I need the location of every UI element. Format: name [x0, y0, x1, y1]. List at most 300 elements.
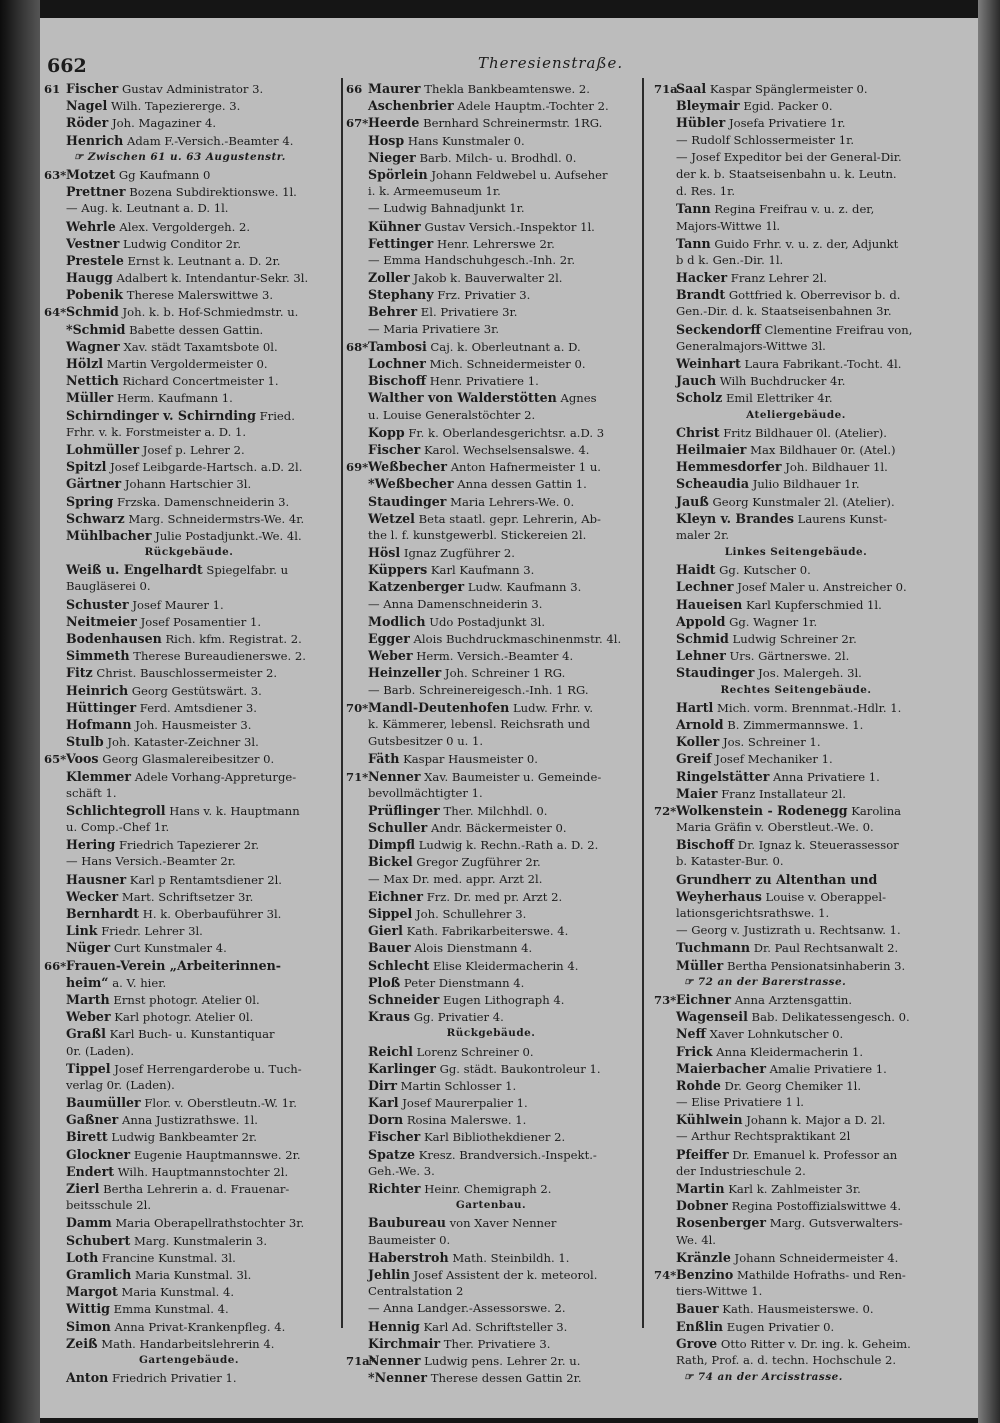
directory-entry [44, 888, 334, 905]
directory-entry [44, 1318, 334, 1335]
resident-name: Scheaudia [676, 476, 749, 492]
resident-name: Wagenseil [676, 1009, 748, 1025]
entry-details: Marg. Kunstmalerin 3. [134, 1233, 268, 1248]
entry-details: Mich. vorm. Brennmat.-Hdlr. 1. [716, 700, 902, 715]
entry-details: verlag 0r. (Laden). [66, 1077, 175, 1092]
entry-details: — Arthur Rechtspraktikant 2l [676, 1129, 851, 1144]
house-number: 63* [44, 167, 67, 182]
resident-name: Tuchmann [676, 940, 750, 956]
directory-entry [654, 1352, 938, 1369]
resident-name: Frick [676, 1043, 713, 1059]
entry-details: Clementine Freifrau von, [764, 322, 913, 337]
entry-details: Frzska. Damenschneiderin 3. [116, 494, 290, 509]
resident-name: Schmid [676, 631, 729, 646]
entry-details: — Max Dr. med. appr. Arzt 2l. [368, 871, 543, 886]
resident-name: Henrich [66, 132, 124, 148]
resident-name: Heinzeller [368, 665, 442, 681]
resident-name: Zoller [368, 270, 410, 286]
directory-entry [654, 269, 938, 286]
entry-details: Curt Kunstmaler 4. [113, 941, 227, 956]
resident-name: Schubert [66, 1232, 131, 1248]
directory-entry [346, 836, 636, 853]
resident-name: Saal [676, 81, 707, 96]
directory-entry [654, 114, 938, 131]
entry-details: Josef Posamentier 1. [140, 614, 262, 629]
resident-name: Haidt [676, 562, 716, 578]
resident-name: Damm [66, 1215, 112, 1231]
resident-name: Birett [66, 1129, 108, 1145]
entry-details: Ludw. Kaufmann 3. [467, 580, 582, 595]
entry-details: Guido Frhr. v. u. z. der, Adjunkt [714, 236, 899, 251]
resident-name: Kühner [368, 218, 421, 234]
directory-entry [44, 1197, 334, 1214]
entry-details: Geh.-We. 3. [368, 1163, 435, 1178]
directory-entry [654, 338, 938, 355]
directory-entry [654, 1060, 938, 1077]
directory-entry [44, 768, 334, 785]
entry-details: Ernst photogr. Atelier 0l. [113, 992, 260, 1007]
directory-entry [654, 699, 938, 716]
directory-entry [44, 321, 334, 338]
entry-details: Adele Hauptm.-Tochter 2. [457, 99, 609, 114]
entry-details: Josef Mechaniker 1. [715, 752, 833, 767]
entry-details: Ludw. Frhr. v. [512, 700, 594, 715]
entry-details: Adalbert k. Intendantur-Sekr. 3l. [116, 271, 309, 286]
resident-name: Weyherhaus [676, 888, 762, 904]
resident-name: Bernhardt [66, 906, 140, 921]
resident-name: Lehner [676, 648, 726, 664]
directory-entry [44, 1300, 334, 1317]
resident-name: Dimpfl [368, 837, 415, 853]
directory-entry [346, 1077, 636, 1094]
entry-details: Dr. Ignaz k. Steuerassessor [737, 838, 899, 853]
entry-details: Lorenz Schreiner 0. [416, 1044, 534, 1059]
directory-entry [44, 269, 334, 286]
directory-entry [654, 80, 938, 97]
resident-name: Jauß [676, 493, 709, 509]
directory-entry [654, 372, 938, 389]
resident-name: Benzino [676, 1266, 734, 1282]
directory-entry [346, 269, 636, 286]
entry-details: Kath. Hausmeisterswe. 0. [722, 1302, 874, 1317]
directory-entry [346, 1008, 636, 1025]
resident-name: Egger [368, 631, 410, 646]
entry-details: Joh. Bildhauer 1l. [785, 460, 888, 475]
resident-name: Stephany [368, 287, 434, 303]
directory-entry [654, 905, 938, 922]
resident-name: Staudinger [676, 665, 755, 681]
entry-details: Barb. Milch- u. Brodhdl. 0. [419, 150, 577, 165]
resident-name: Mandl-Deutenhofen [368, 699, 510, 715]
entry-details: Adam F.-Versich.-Beamter 4. [127, 133, 294, 148]
entry-details: Anna Justizrathswe. 1l. [121, 1113, 258, 1128]
directory-entry [346, 1214, 636, 1231]
directory-entry [346, 716, 636, 733]
directory-entry [44, 785, 334, 802]
entry-details: Majors-Wittwe 1l. [676, 218, 781, 233]
resident-name: Nagel [66, 98, 108, 114]
directory-entry [44, 1335, 334, 1352]
directory-entry [654, 149, 938, 166]
entry-details: — Josef Expeditor bei der General-Dir. [676, 149, 902, 164]
directory-entry [44, 80, 334, 97]
directory-entry [654, 596, 938, 613]
directory-entry [654, 166, 938, 183]
entry-details: Karol. Wechselsensalswe. 4. [423, 442, 590, 457]
house-number: 73* [654, 992, 677, 1007]
directory-entry [346, 613, 636, 630]
directory-entry [346, 544, 636, 561]
directory-entry [654, 750, 938, 767]
entry-details: — Anna Damenschneiderin 3. [368, 596, 543, 611]
directory-entry [346, 1111, 636, 1128]
resident-name: Dorn [368, 1112, 404, 1128]
directory-entry [346, 991, 636, 1008]
resident-name: Müller [676, 957, 724, 973]
resident-name: Richter [368, 1181, 421, 1196]
resident-name: Nenner [368, 768, 421, 784]
section-heading: Linkes Seitengebäude. [724, 546, 868, 559]
resident-name: Ringelstätter [676, 768, 770, 784]
entry-details: Alois Buchdruckmaschinenmstr. 4l. [413, 632, 622, 646]
resident-name: Kirchmair [368, 1335, 441, 1351]
entry-details: der Industrieschule 2. [676, 1163, 806, 1178]
resident-name: Weinhart [676, 356, 741, 371]
resident-name: Katzenberger [368, 579, 465, 595]
entry-details: Joh. Schreiner 1 RG. [444, 666, 566, 681]
entry-details: Kresz. Brandversich.-Inspekt.- [418, 1147, 597, 1162]
directory-entry [346, 97, 636, 114]
directory-entry [44, 493, 334, 510]
entry-details: Joh. Kataster-Zeichner 3l. [107, 735, 259, 750]
resident-name: Schwarz [66, 510, 125, 526]
entry-details: We. 4l. [676, 1232, 716, 1247]
resident-name: Prettner [66, 184, 126, 200]
house-number: 72* [654, 803, 677, 818]
column-3 [654, 80, 938, 1384]
entry-details: Gg Kaufmann 0 [118, 167, 211, 182]
resident-name: *Weßbecher [368, 476, 454, 492]
entry-details: Karl Ad. Schriftsteller 3. [423, 1319, 568, 1334]
section-heading: Ateliergebäude. [746, 408, 846, 421]
entry-details: — Anna Landger.-Assessorswe. 2. [368, 1301, 566, 1316]
resident-name: Hölzl [66, 356, 104, 371]
entry-details: Therese Malerswittwe 3. [126, 288, 274, 303]
directory-entry [346, 80, 636, 97]
section-heading: Rückgebäude. [144, 546, 234, 559]
entry-details: Ludwig Schreiner 2r. [732, 632, 857, 646]
entry-details: Jos. Malergeh. 3l. [758, 666, 862, 681]
entry-details: Xav. Baumeister u. Gemeinde- [424, 769, 602, 784]
entry-details: Urs. Gärtnerswe. 2l. [729, 649, 850, 664]
resident-name: Baumüller [66, 1095, 141, 1111]
directory-entry [346, 183, 636, 200]
entry-details: Ernst k. Leutnant a. D. 2r. [127, 253, 281, 268]
entry-details: Ludwig Bankbeamter 2r. [111, 1130, 257, 1145]
directory-entry [654, 664, 938, 681]
entry-details: Adele Vorhang-Appreturge- [134, 769, 297, 784]
resident-name: Nüger [66, 940, 111, 956]
resident-name: Fäth [368, 751, 400, 767]
running-head: Theresienstraße. [478, 54, 624, 72]
entry-details: Julio Bildhauer 1r. [752, 477, 860, 492]
directory-entry [346, 493, 636, 510]
entry-details: Bernhard Schreinermstr. 1RG. [423, 116, 603, 131]
directory-entry [654, 321, 938, 338]
resident-name: Hennig [368, 1318, 420, 1334]
resident-name: Hösl [368, 545, 401, 561]
resident-name: Weber [368, 648, 413, 664]
resident-name: Tambosi [368, 338, 427, 354]
entry-details: Francine Kunstmal. 3l. [101, 1250, 236, 1265]
resident-name: Voos [66, 751, 99, 767]
entry-details: Karl photogr. Atelier 0l. [114, 1010, 254, 1025]
entry-details: Ferd. Amtsdiener 3. [139, 700, 257, 715]
entry-details: Josef Maurer 1. [132, 597, 224, 612]
entry-details: Eugen Privatier 0. [726, 1319, 835, 1334]
resident-name: Mühlbacher [66, 527, 152, 543]
directory-entry [654, 647, 938, 664]
entry-details: Math. Steinbildh. 1. [452, 1250, 570, 1265]
resident-name: Schneider [368, 991, 440, 1007]
entry-details: Baumeister 0. [368, 1232, 451, 1247]
directory-entry [654, 235, 938, 252]
entry-details: Generalmajors-Wittwe 3l. [676, 338, 826, 353]
entry-details: Gen.-Dir. d. k. Staatseisenbahnen 3r. [676, 304, 892, 319]
entry-details: — Rudolf Schlossermeister 1r. [676, 132, 855, 147]
resident-name: Prüflinger [368, 802, 440, 818]
directory-entry [654, 1146, 938, 1163]
entry-details: Karl Buch- u. Kunstantiquar [109, 1027, 275, 1042]
directory-entry [346, 1283, 636, 1300]
entry-details: maler 2r. [676, 527, 730, 542]
directory-entry [44, 1043, 334, 1060]
entry-details: Ignaz Zugführer 2. [403, 546, 515, 561]
entry-details: Georg Kunstmaler 2l. (Atelier). [712, 494, 895, 509]
directory-entry [346, 424, 636, 441]
directory-entry [44, 750, 334, 767]
resident-name: Rosenberger [676, 1215, 767, 1231]
house-number: 70* [346, 700, 369, 715]
entry-details: Otto Ritter v. Dr. ing. k. Geheim. [720, 1336, 911, 1351]
directory-entry [654, 303, 938, 320]
directory-entry [346, 286, 636, 303]
directory-entry [654, 561, 938, 578]
resident-name: Weiß u. Engelhardt [66, 562, 203, 578]
directory-entry [654, 836, 938, 853]
directory-entry [346, 303, 636, 320]
entry-details: El. Privatiere 3r. [420, 305, 518, 320]
resident-name: Nettich [66, 373, 119, 389]
entry-details: Emma Kunstmal. 4. [113, 1302, 229, 1317]
directory-entry [346, 132, 636, 149]
entry-details: the l. f. kunstgewerbl. Stickereien 2l. [368, 527, 587, 542]
entry-details: Rich. kfm. Registrat. 2. [165, 632, 302, 646]
entry-details: b. Kataster-Bur. 0. [676, 854, 784, 869]
directory-entry [654, 733, 938, 750]
column-2 [346, 80, 636, 1386]
directory-entry [44, 166, 334, 183]
directory-entry [44, 1025, 334, 1042]
entry-details: Ludwig pens. Lehrer 2r. u. [424, 1353, 581, 1368]
resident-name: Hartl [676, 699, 714, 715]
resident-name: heim“ [66, 974, 109, 990]
directory-entry [654, 1128, 938, 1145]
directory-entry [346, 888, 636, 905]
directory-entry [654, 957, 938, 974]
resident-name: Sippel [368, 906, 413, 921]
entry-details: Gg. Kutscher 0. [719, 563, 811, 578]
resident-name: Hacker [676, 270, 728, 286]
resident-name: Kleyn v. Brandes [676, 510, 794, 526]
entry-details: Wilh Buchdrucker 4r. [719, 374, 846, 389]
resident-name: Schlichtegroll [66, 802, 166, 818]
entry-details: Hans v. k. Hauptmann [169, 803, 300, 818]
entry-details: Louise v. Oberappel- [765, 889, 886, 904]
entry-details: Gregor Zugführer 2r. [416, 855, 541, 870]
directory-entry [44, 871, 334, 888]
entry-details: Math. Handarbeitslehrerin 4. [101, 1336, 275, 1351]
directory-entry [346, 527, 636, 544]
directory-entry [44, 1008, 334, 1025]
directory-entry [654, 97, 938, 114]
entry-details: Rosina Malerswe. 1. [406, 1113, 527, 1128]
directory-entry [346, 802, 636, 819]
directory-entry [346, 475, 636, 492]
directory-entry [44, 922, 334, 939]
directory-entry [44, 991, 334, 1008]
entry-details: Alex. Vergoldergeh. 2. [119, 219, 251, 234]
entry-details: Joh. Schullehrer 3. [415, 907, 527, 921]
resident-name: Kopp [368, 424, 405, 440]
directory-entry [346, 1146, 636, 1163]
resident-name: Maurer [368, 81, 421, 96]
directory-entry [44, 1146, 334, 1163]
directory-entry [654, 132, 938, 149]
directory-entry [44, 372, 334, 389]
directory-entry [346, 853, 636, 870]
directory-entry [654, 1318, 938, 1335]
resident-name: Schlecht [368, 957, 430, 973]
resident-name: Modlich [368, 613, 426, 629]
directory-entry [654, 785, 938, 802]
directory-entry [44, 1266, 334, 1283]
entry-details: Marg. Schneidermstrs-We. 4r. [128, 511, 305, 526]
resident-name: Fitz [66, 665, 93, 681]
resident-name: Hüttinger [66, 699, 137, 715]
resident-name: Schirndinger v. Schirnding [66, 407, 256, 423]
directory-entry [654, 389, 938, 406]
resident-name: Tann [676, 201, 711, 217]
entry-details: Josef p. Lehrer 2. [142, 442, 245, 457]
directory-entry [346, 1318, 636, 1335]
column-rule [642, 78, 644, 1328]
house-number: 66 [346, 82, 363, 96]
entry-details: i. k. Armeemuseum 1r. [368, 184, 501, 199]
column-rule [341, 78, 343, 1328]
directory-entry [346, 1060, 636, 1077]
resident-name: Haberstroh [368, 1249, 449, 1265]
resident-name: Gramlich [66, 1266, 132, 1282]
resident-name: Marth [66, 991, 110, 1007]
section-heading: Gartengebäude. [139, 1353, 239, 1366]
entry-details: Johann Feldwebel u. Aufseher [431, 167, 608, 182]
entry-details: — Ludwig Bahnadjunkt 1r. [368, 201, 525, 216]
directory-entry [654, 922, 938, 939]
entry-details: Emil Elettriker 4r. [725, 391, 833, 406]
directory-entry [346, 1300, 636, 1317]
entry-details: Anna Arztensgattin. [734, 992, 853, 1007]
directory-entry [346, 149, 636, 166]
entry-details: Karl Bibliothekdiener 2. [423, 1130, 566, 1145]
entry-details: Bozena Subdirektionswe. 1l. [129, 185, 297, 200]
directory-entry [346, 630, 636, 647]
directory-entry [346, 578, 636, 595]
directory-entry [44, 939, 334, 956]
directory-entry [346, 922, 636, 939]
directory-entry [654, 716, 938, 733]
resident-name: Eichner [368, 888, 424, 904]
directory-entry [346, 699, 636, 716]
resident-name: Grove [676, 1335, 718, 1351]
directory-entry [44, 1111, 334, 1128]
directory-entry [44, 183, 334, 200]
directory-entry [654, 1180, 938, 1197]
directory-entry [346, 561, 636, 578]
resident-name: Walther von Walderstötten [368, 390, 557, 406]
entry-details: Martin Schlosser 1. [400, 1078, 517, 1093]
entry-details: 0r. (Laden). [66, 1043, 135, 1058]
directory-entry [654, 1111, 938, 1128]
entry-details: Henr. Privatiere 1. [429, 374, 539, 389]
resident-name: Fischer [66, 81, 119, 96]
directory-entry [346, 1249, 636, 1266]
resident-name: Schuster [66, 596, 129, 612]
directory-entry [44, 458, 334, 475]
entry-details: Dr. Georg Chemiker 1l. [724, 1078, 862, 1093]
directory-entry [44, 286, 334, 303]
resident-name: Weber [66, 1009, 111, 1025]
resident-name: Lochner [368, 356, 426, 371]
resident-name: Tann [676, 235, 711, 251]
entry-details: Mart. Schriftsetzer 3r. [121, 889, 254, 904]
resident-name: Motzet [66, 166, 116, 182]
entry-details: Josef Herrengarderobe u. Tuch- [114, 1061, 302, 1076]
entry-details: Dr. Emanuel k. Professor an [732, 1147, 898, 1162]
entry-details: Regina Postoffizialswittwe 4. [731, 1199, 902, 1214]
resident-name: Bauer [368, 940, 411, 956]
directory-entry [346, 957, 636, 974]
resident-name: Bleymair [676, 98, 740, 114]
entry-details: Beta staatl. gepr. Lehrerin, Ab- [418, 511, 601, 526]
resident-name: Heerde [368, 115, 420, 131]
directory-entry [654, 1197, 938, 1214]
directory-entry [44, 97, 334, 114]
directory-entry [346, 1335, 636, 1352]
resident-name: Brandt [676, 287, 726, 303]
entry-details: tiers-Wittwe 1. [676, 1284, 763, 1299]
resident-name: Lohmüller [66, 441, 140, 457]
resident-name: Karlinger [368, 1060, 436, 1076]
resident-name: Wehrle [66, 218, 116, 234]
entry-details: Joh. k. b. Hof-Schmiedmstr. u. [122, 305, 299, 320]
entry-details: Regina Freifrau v. u. z. der, [714, 202, 875, 217]
directory-entry [654, 1025, 938, 1042]
directory-entry [346, 166, 636, 183]
entry-details: Caj. k. Oberleutnant a. D. [430, 339, 581, 354]
directory-entry [346, 407, 636, 424]
resident-name: Nenner [368, 1352, 421, 1368]
